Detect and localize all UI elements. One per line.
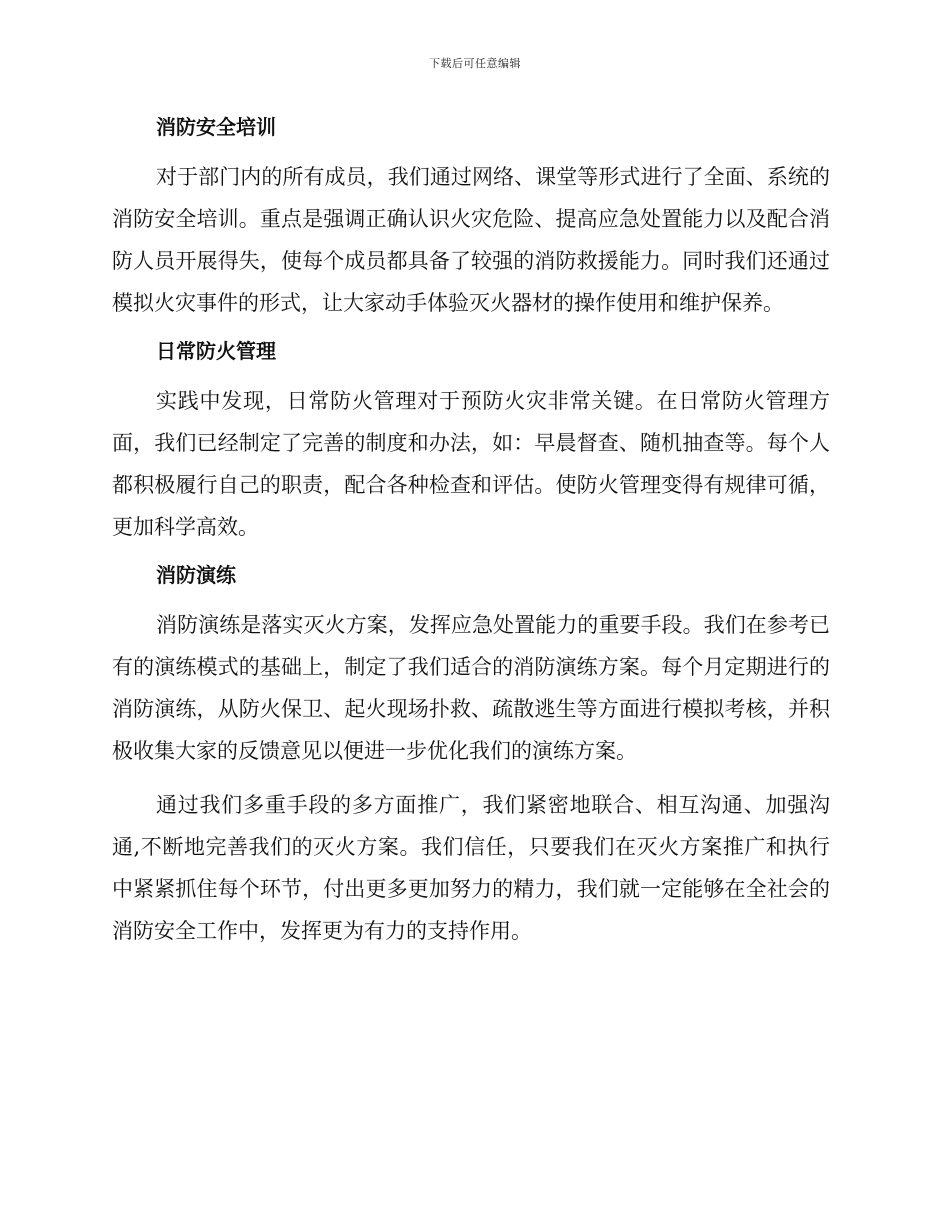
paragraph: 通过我们多重手段的多方面推广，我们紧密地联合、相互沟通、加强沟通,不断地完善我们的灭火方案。我们信任，只要我们在灭火方案推广和执行中紧紧抓住每个环节，付出更多更加努力的精力，我们就一定能够在全社会的消防安全工作中，发挥更为有力的支持作用。	[112, 793, 830, 943]
document-body	[112, 112, 830, 964]
paragraph: 实践中发现，日常防火管理对于预防火灾非常关键。在日常防火管理方面，我们已经制定了完善的制度和办法，如：早晨督查、随机抽查等。每个人都积极履行自己的职责，配合各种检查和评估。使防火管理变得有规律可循，更加科学高效。	[112, 389, 830, 539]
section-fire-drill	[112, 560, 830, 952]
section-daily-fire-management	[112, 336, 830, 548]
section-fire-safety-training	[112, 112, 830, 324]
section-heading: 消防安全培训	[156, 115, 276, 139]
page-header-note: 下载后可任意编辑	[429, 57, 521, 70]
paragraph: 对于部门内的所有成员，我们通过网络、课堂等形式进行了全面、系统的消防安全培训。重点是强调正确认识火灾危险、提高应急处置能力以及配合消防人员开展得失，使每个成员都具备了较强的消防救援能力。同时我们还通过模拟火灾事件的形式，让大家动手体验灭火器材的操作使用和维护保养。	[112, 165, 830, 315]
paragraph: 消防演练是落实灭火方案，发挥应急处置能力的重要手段。我们在参考已有的演练模式的基础上，制定了我们适合的消防演练方案。每个月定期进行的消防演练，从防火保卫、起火现场扑救、疏散逃生等方面进行模拟考核，并积极收集大家的反馈意见以便进一步优化我们的演练方案。	[112, 613, 830, 763]
section-heading: 日常防火管理	[156, 339, 276, 363]
section-heading: 消防演练	[156, 563, 236, 587]
